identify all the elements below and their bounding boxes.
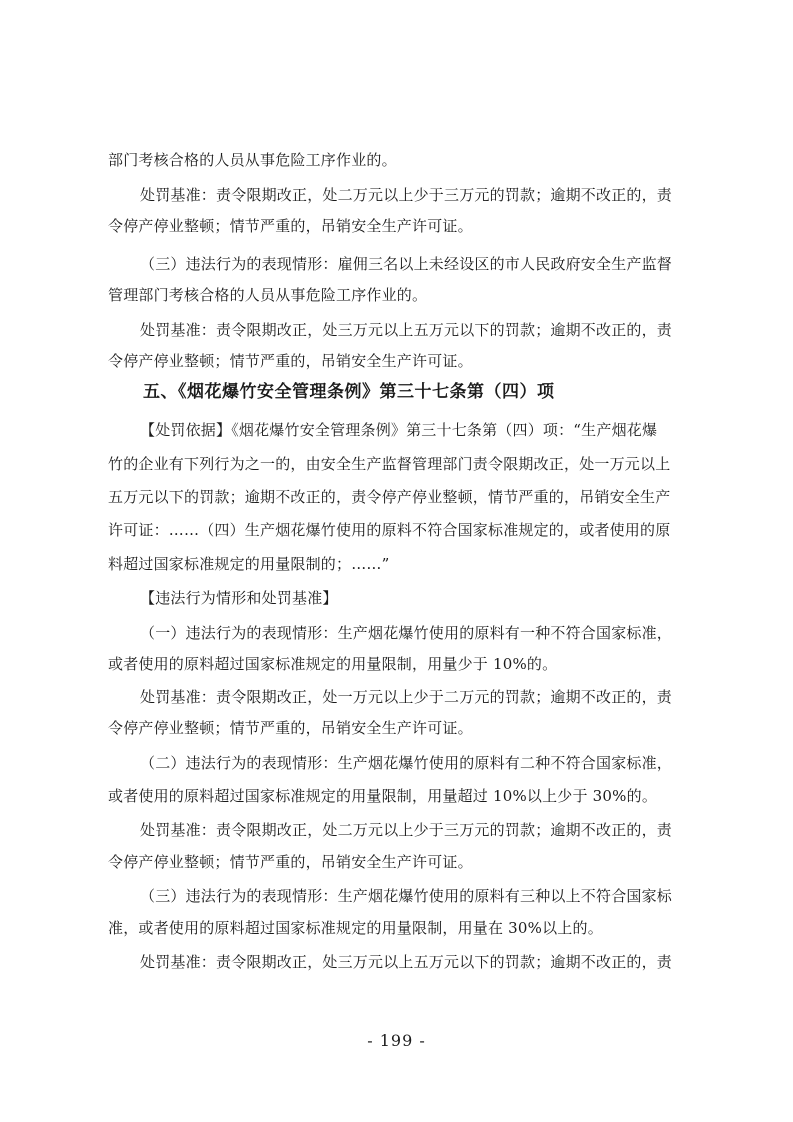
paragraph-line: 【违法行为情形和处罚基准】 (140, 589, 338, 607)
paragraph-line: 令停产停业整顿；情节严重的，吊销安全生产许可证。 (108, 352, 473, 370)
paragraph-line: 令停产停业整顿；情节严重的，吊销安全生产许可证。 (108, 853, 473, 871)
paragraph-line: （三）违法行为的表现情形：雇佣三名以上未经设区的市人民政府安全生产监督 (140, 255, 673, 273)
paragraph-line: 处罚基准：责令限期改正，处三万元以上五万元以下的罚款；逾期不改正的，责 (140, 321, 673, 339)
paragraph-line: 处罚基准：责令限期改正，处二万元以上少于三万元的罚款；逾期不改正的，责 (140, 821, 673, 839)
paragraph-line: 处罚基准：责令限期改正，处一万元以上少于二万元的罚款；逾期不改正的，责 (140, 688, 673, 706)
paragraph-line: （二）违法行为的表现情形：生产烟花爆竹使用的原料有二种不符合国家标准， (140, 754, 673, 772)
paragraph-line: 料超过国家标准规定的用量限制的；……” (108, 555, 390, 573)
paragraph-line: 令停产停业整顿；情节严重的，吊销安全生产许可证。 (108, 217, 473, 235)
page-number: - 199 - (367, 1031, 426, 1050)
paragraph-line: 部门考核合格的人员从事危险工序作业的。 (108, 151, 397, 169)
paragraph-line: 或者使用的原料超过国家标准规定的用量限制，用量少于 10%的。 (108, 655, 558, 673)
paragraph-line: 或者使用的原料超过国家标准规定的用量限制，用量超过 10%以上少于 30%的。 (108, 787, 658, 805)
paragraph-line: 许可证：……（四）生产烟花爆竹使用的原料不符合国家标准规定的，或者使用的原 (108, 521, 671, 539)
paragraph-line: （一）违法行为的表现情形：生产烟花爆竹使用的原料有一种不符合国家标准， (140, 624, 673, 642)
paragraph-line: 五万元以下的罚款；逾期不改正的，责令停产停业整顿，情节严重的，吊销安全生产 (108, 488, 671, 506)
paragraph-line: 令停产停业整顿；情节严重的，吊销安全生产许可证。 (108, 719, 473, 737)
paragraph-line: 处罚基准：责令限期改正，处二万元以上少于三万元的罚款；逾期不改正的，责 (140, 186, 673, 204)
section-heading: 五、《烟花爆竹安全管理条例》第三十七条第（四）项 (143, 382, 555, 402)
paragraph-line: 准，或者使用的原料超过国家标准规定的用量限制，用量在 30%以上的。 (108, 919, 603, 937)
paragraph-line: 处罚基准：责令限期改正，处三万元以上五万元以下的罚款；逾期不改正的，责 (140, 953, 673, 971)
paragraph-line: 竹的企业有下列行为之一的，由安全生产监督管理部门责令限期改正，处一万元以上 (108, 455, 671, 473)
paragraph-line: 【处罚依据】《烟花爆竹安全管理条例》第三十七条第（四）项：“生产烟花爆 (140, 421, 658, 439)
paragraph-line: （三）违法行为的表现情形：生产烟花爆竹使用的原料有三种以上不符合国家标 (140, 887, 673, 905)
paragraph-line: 管理部门考核合格的人员从事危险工序作业的。 (108, 286, 428, 304)
